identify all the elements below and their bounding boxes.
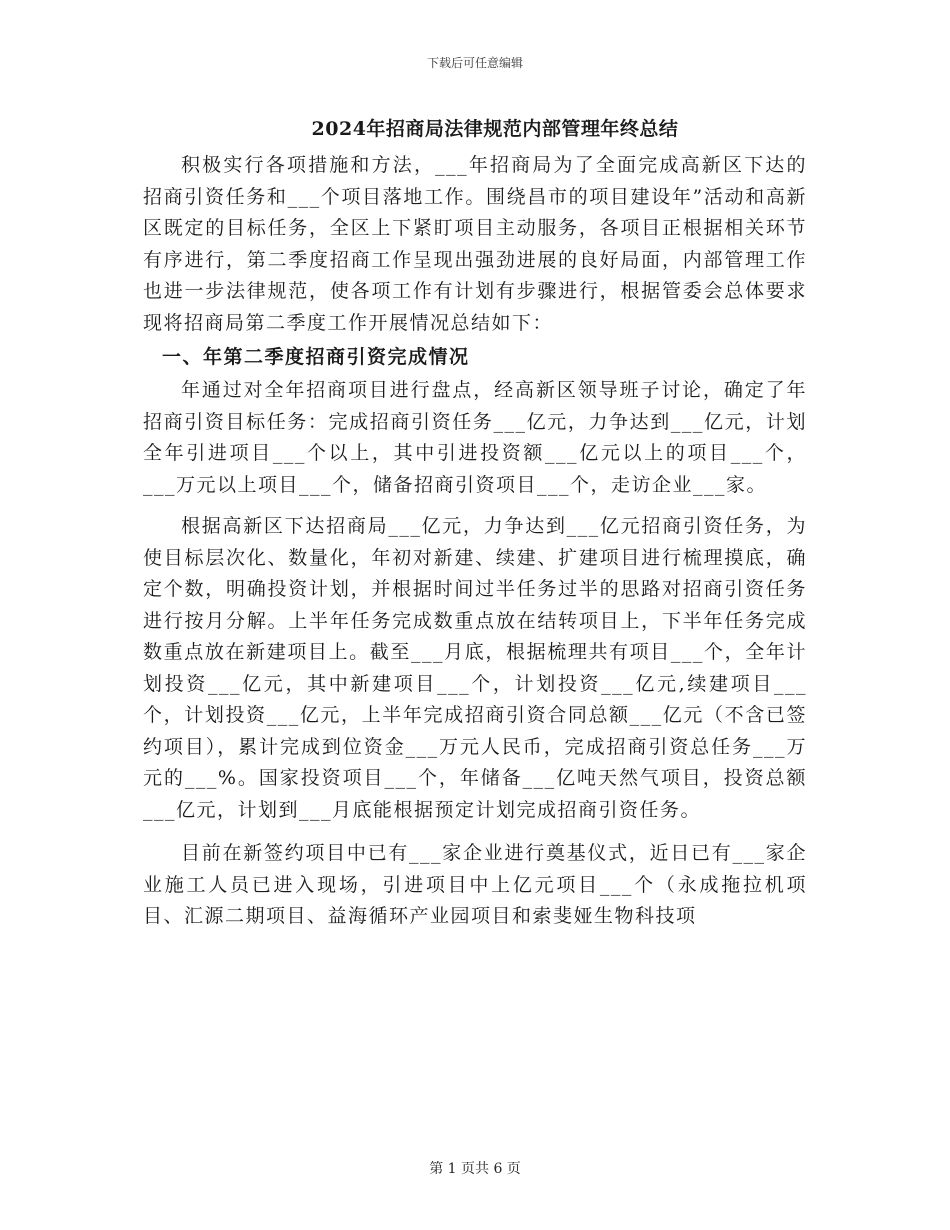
body-paragraph: 目前在新签约项目中已有___家企业进行奠基仪式，近日已有___家企业施工人员已进入现场，引进项目中上亿元项目___个（永成拖拉机项目、汇源二期项目、益海循环产业园项目和索斐娅生物科技项 (143, 842, 807, 927)
page-footer: 第 1 页共 6 页 (429, 1161, 521, 1177)
intro-paragraph: 积极实行各项措施和方法，___年招商局为了全面完成高新区下达的招商引资任务和___个项目落地工作。围绕昌市的项目建设年”活动和高新区既定的目标任务，全区上下紧盯项目主动服务，各项目正根据相关环节有序进行，第二季度招商工作呈现出强劲进展的良好局面，内部管理工作也进一步法律规范，使各项工作有计划有步骤进行，根据管委会总体要求现将招商局第二季度工作开展情况总结如下： (143, 154, 807, 334)
document-body (143, 150, 807, 933)
document-title: 2024年招商局法律规范内部管理年终总结 (311, 118, 679, 140)
section-heading: 一、年第二季度招商引资完成情况 (162, 346, 470, 368)
header-note: 下载后可任意编辑 (426, 56, 523, 70)
body-paragraph: 年通过对全年招商项目进行盘点，经高新区领导班子讨论，确定了年招商引资目标任务：完成招商引资任务___亿元，力争达到___亿元，计划全年引进项目___个以上，其中引进投资额___亿元以上的项目___个，___万元以上项目___个，储备招商引资项目___个，走访企业___家。 (143, 379, 807, 496)
body-paragraph: 根据高新区下达招商局___亿元，力争达到___亿元招商引资任务，为使目标层次化、数量化，年初对新建、续建、扩建项目进行梳理摸底，确定个数，明确投资计划，并根据时间过半任务过半的思路对招商引资任务进行按月分解。上半年任务完成数重点放在结转项目上，下半年任务完成数重点放在新建项目上。截至___月底，根据梳理共有项目___个，全年计划投资___亿元，其中新建项目___个，计划投资___亿元,续建项目___个，计划投资___亿元，上半年完成招商引资合同总额___亿元（不含已签约项目），累计完成到位资金___万元人民币，完成招商引资总任务___万元的___%。国家投资项目___个，年储备___亿吨天然气项目，投资总额___亿元，计划到___月底能根据预定计划完成招商引资任务。 (143, 515, 807, 821)
